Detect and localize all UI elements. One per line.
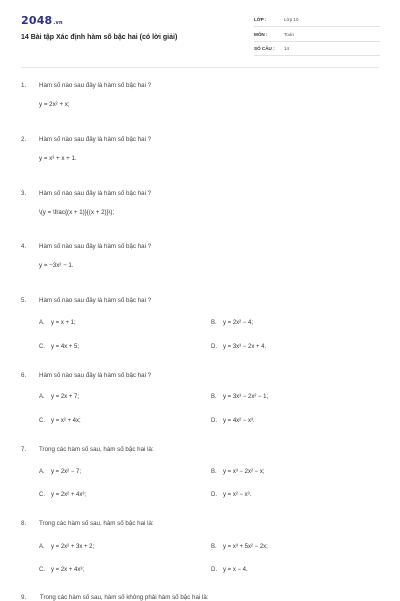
option-text: y = x − 4.	[223, 567, 248, 573]
option-c[interactable]	[39, 418, 81, 424]
option-text: y = x³ − 2x² − x;	[223, 469, 265, 475]
question-number: 3.	[21, 190, 27, 197]
option-letter: C.	[39, 492, 45, 498]
question-text: Trong các hàm số sau, hàm số không phải hàm số bậc hai là:	[39, 594, 209, 601]
option-letter: B.	[211, 544, 217, 550]
option-d[interactable]	[211, 492, 251, 498]
option-letter: C.	[39, 418, 45, 424]
option-letter: D.	[211, 344, 217, 350]
option-text: y = x³ + 5x² − 2x;	[223, 544, 268, 550]
option-letter: C.	[39, 567, 45, 573]
option-letter: B.	[211, 469, 217, 475]
meta-mon	[254, 29, 380, 42]
option-text: y = x² − x³.	[223, 492, 252, 498]
question-number: 9.	[21, 594, 27, 601]
header-divider	[21, 67, 379, 68]
option-letter: A.	[39, 544, 45, 550]
option-text: y = 4x² − x³.	[223, 418, 255, 424]
option-b[interactable]	[211, 469, 265, 475]
option-d[interactable]	[211, 344, 266, 350]
option-text: y = 3x³ − 2x² − 1;	[223, 394, 269, 400]
question-text: Hàm số nào sau đây là hàm số bậc hai ?	[39, 136, 152, 143]
question-text: Hàm số nào sau đây là hàm số bậc hai ?	[39, 190, 152, 197]
question-number: 7.	[21, 446, 27, 453]
question-text: Hàm số nào sau đây là hàm số bậc hai ?	[39, 82, 152, 89]
option-b[interactable]	[211, 320, 253, 326]
question-number: 4.	[21, 243, 27, 250]
option-text: y = 2x² − 7;	[51, 469, 82, 475]
meta-mon-value: Toán	[284, 32, 294, 37]
meta-lop-value: Lớp 10	[284, 17, 299, 22]
logo-text: 2048	[21, 14, 53, 27]
question-text: Hàm số nào sau đây là hàm số bậc hai ?	[39, 297, 152, 304]
option-letter: D.	[211, 567, 217, 573]
option-c[interactable]	[39, 492, 86, 498]
option-letter: D.	[211, 418, 217, 424]
meta-lop	[254, 14, 380, 27]
option-text: y = x² + 4x;	[51, 418, 81, 424]
question-number: 8.	[21, 520, 27, 527]
option-text: y = 2x + 4x³;	[51, 567, 85, 573]
logo-suffix: .vn	[53, 20, 63, 26]
option-b[interactable]	[211, 394, 268, 400]
question-text: Hàm số nào sau đây là hàm số bậc hai ?	[39, 243, 152, 250]
meta-socau-label: SỐ CÂU :	[254, 46, 275, 51]
option-text: y = 2x² + 4x³;	[51, 492, 87, 498]
option-letter: C.	[39, 344, 45, 350]
option-a[interactable]	[39, 544, 94, 550]
meta-socau	[254, 43, 380, 56]
question-answer: y = −3x² − 1.	[39, 262, 74, 269]
option-text: y = 4x + 5;	[51, 344, 80, 350]
option-letter: A.	[39, 320, 45, 326]
meta-socau-value: 14	[284, 46, 290, 51]
question-answer: \(y = \frac{(x + 1)}{(x + 2)}\);	[39, 209, 115, 216]
option-letter: B.	[211, 320, 217, 326]
question-answer: y = x³ + x + 1.	[39, 155, 77, 162]
question-text: Trong các hàm số sau, hàm số bậc hai là:	[39, 520, 154, 527]
option-a[interactable]	[39, 320, 76, 326]
option-text: y = 3x³ − 2x + 4.	[223, 344, 267, 350]
option-b[interactable]	[211, 544, 268, 550]
document-title: 14 Bài tập Xác định hàm số bậc hai (có lời giải)	[21, 34, 178, 41]
question-text: Hàm số nào sau đây là hàm số bậc hai ?	[39, 372, 152, 379]
question-number: 1.	[21, 82, 27, 89]
option-c[interactable]	[39, 344, 79, 350]
question-text: Trong các hàm số sau, hàm số bậc hai là:	[39, 446, 154, 453]
question-number: 2.	[21, 136, 27, 143]
meta-lop-label: LỚP :	[254, 17, 267, 22]
option-text: y = 2x² + 3x + 2;	[51, 544, 95, 550]
document-header	[0, 0, 400, 66]
option-a[interactable]	[39, 469, 81, 475]
site-logo[interactable]	[21, 14, 63, 27]
option-text: y = 2x² − 4;	[223, 320, 254, 326]
option-letter: A.	[39, 394, 45, 400]
question-number: 5.	[21, 297, 27, 304]
question-answer: y = 2x² + x;	[39, 101, 70, 108]
meta-mon-label: MÔN :	[254, 32, 268, 37]
option-c[interactable]	[39, 567, 84, 573]
option-text: y = x + 1;	[51, 320, 76, 326]
option-letter: B.	[211, 394, 217, 400]
option-a[interactable]	[39, 394, 79, 400]
option-d[interactable]	[211, 418, 255, 424]
option-text: y = 2x + 7;	[51, 394, 80, 400]
option-letter: A.	[39, 469, 45, 475]
question-number: 6.	[21, 372, 27, 379]
option-d[interactable]	[211, 567, 248, 573]
option-letter: D.	[211, 492, 217, 498]
